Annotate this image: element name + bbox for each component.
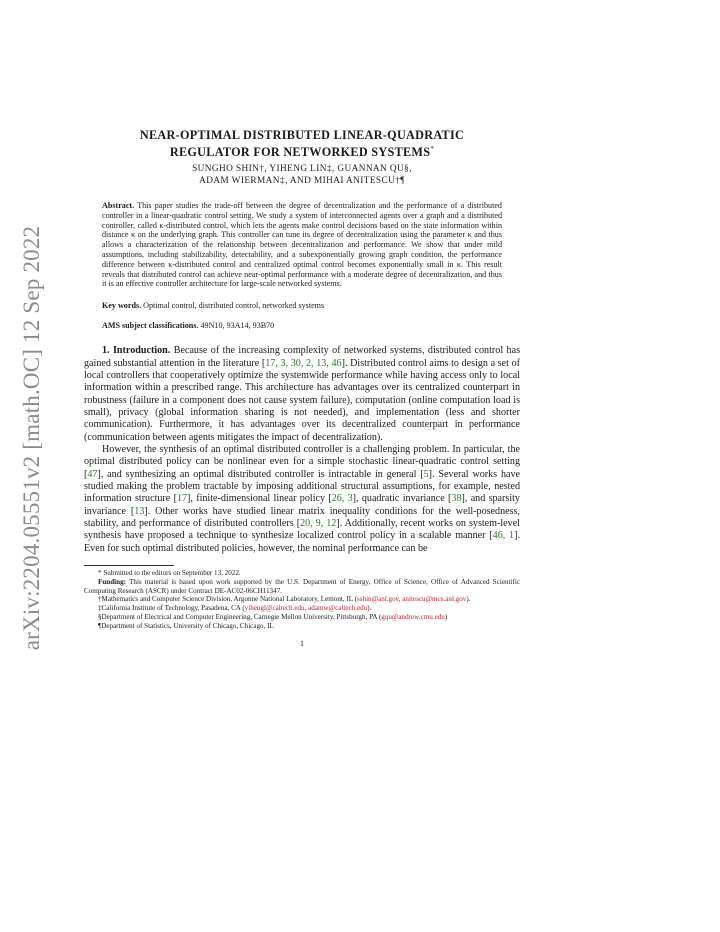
citation-link[interactable]: 20, 9, 12 [300, 518, 337, 530]
citation-link[interactable]: 26, 3 [331, 493, 353, 505]
footnote-funding: Funding: This material is based upon work supported by the U.S. Department of Energy, Office of Science, Office of Advanced Scientific Computing Research (ASCR) under Contract DE-AC02-06CH11347. [84, 577, 520, 595]
citation-link[interactable]: 17 [176, 493, 188, 505]
footnotes [84, 569, 520, 631]
arxiv-identifier-sidebar [14, 225, 50, 651]
footnote-cmu: §Department of Electrical and Computer Engineering, Carnegie Mellon University, Pittsburgh, PA (gqu@andrew.cmu.edu) [98, 613, 448, 622]
footnote-argonne: †Mathematics and Computer Science Division, Argonne National Laboratory, Lemont, IL (sshin@anl.gov, anitescu@mcs.anl.gov). [98, 595, 471, 604]
paper-page [84, 128, 520, 648]
paper-title [84, 128, 520, 159]
citation-link[interactable]: 47 [87, 468, 98, 480]
title-line-2: REGULATOR FOR NETWORKED SYSTEMS* [169, 145, 435, 160]
abstract-label: Abstract. [102, 201, 135, 211]
intro-paragraph-2: However, the synthesis of an optimal distributed controller is a challenging problem. In particular, the optimal distributed policy can be nonlinear even for a simple stochastic linear-quadratic control setting [47], and synthesizing an optimal distributed controller is intractable in general [5]. Several works have studied making the problem tractable by imposing additional structural assumptions, for example, nested information structure [17], finite-dimensional linear policy [26, 3], quadratic invariance [38], and sparsity invariance [13]. Other works have studied linear matrix inequality conditions for the well-posedness, stability, and performance of distributed controllers [20, 9, 12]. Additionally, recent works on system-level synthesis have proposed a technique to synthesize localized control policy in a scalable manner [46, 1]. Even for such optimal distributed policies, however, the nominal performance can be [84, 443, 521, 554]
title-line-1: NEAR-OPTIMAL DISTRIBUTED LINEAR-QUADRATIC [139, 128, 465, 142]
author-list [84, 163, 520, 187]
page-number: 1 [300, 638, 304, 648]
email-link[interactable]: gqu@andrew.cmu.edu [381, 613, 445, 622]
arxiv-id-text: arXiv:2204.05551v2 [math.OC] 12 Sep 2022 [19, 225, 44, 651]
email-link[interactable]: sshin@anl.gov, anitescu@mcs.anl.gov [357, 595, 467, 604]
citation-link[interactable]: 5 [423, 468, 429, 480]
abstract-text: This paper studies the trade-off between the degree of decentralization and the performance of a distributed controller in a linear-quadratic control setting. We study a system of interconnected agents over a graph and a distributed controller, called κ-distributed control, which lets the agents make control decisions based on the state information within distance κ on the underlying graph. This controller can tune its degree of decentralization using the parameter κ and thus allows a characterization of the relationship between decentralization and performance. We show that under mild assumptions, including stabilizability, detectability, and a subexponentially growing graph condition, the performance difference between κ-distributed control and centralized optimal control becomes exponentially small in κ. This result reveals that distributed control can achieve near-optimal performance with a moderate degree of decentralization, and thus it is an effective controller architecture for large-scale networked systems. [102, 201, 502, 289]
introduction-section [84, 345, 520, 555]
intro-paragraph-1: 1. Introduction. Because of the increasing complexity of networked systems, distributed control has gained substantial attention in the literature [17, 3, 30, 2, 13, 46]. Distributed control aims to design a set of local controllers that cooperatively optimize the systemwide performance while having access only to local information within a prescribed range. This architecture has advantages over its centralized counterpart in robustness (failure in a component does not cause system failure), computation (online computation load is small), privacy (global information sharing is not needed), and implementation (less and shorter communication). Furthermore, it has advantages over its decentralized counterpart in performance (communication between agents mitigates the impact of decentralization). [84, 345, 521, 443]
title-footnote-mark: * [430, 145, 435, 153]
ams-text: 49N10, 93A14, 93B70 [200, 321, 275, 331]
citation-link[interactable]: 46, 1 [492, 530, 515, 542]
keywords-label: Key words. [102, 301, 142, 311]
citation-link[interactable]: 13 [134, 505, 145, 517]
authors-line-1: SUNGHO SHIN†, YIHENG LIN‡, GUANNAN QU§, [192, 164, 412, 175]
section-heading: 1. Introduction. [102, 345, 171, 357]
footnote-uchicago: ¶Department of Statistics, University of Chicago, Chicago, IL [98, 621, 274, 630]
authors-line-2: ADAM WIERMAN‡, AND MIHAI ANITESCU†¶ [199, 176, 405, 187]
ams-classifications [102, 321, 502, 331]
footnote-caltech: ‡California Institute of Technology, Pasadena, CA (yihengl@caltech.edu, adamw@caltech.edu). [98, 604, 372, 613]
citation-link[interactable]: 38 [451, 493, 462, 505]
keywords-text: Optimal control, distributed control, networked systems [143, 301, 325, 311]
footnote-submitted: * Submitted to the editors on September 13, 2022. [98, 569, 241, 578]
keywords [102, 301, 502, 311]
email-link[interactable]: yihengl@caltech.edu, adamw@caltech.edu [244, 604, 368, 613]
footnote-rule [84, 565, 174, 566]
ams-label: AMS subject classifications. [102, 321, 199, 331]
citation-link[interactable]: 17, 3, 30, 2, 13, 46 [265, 357, 342, 369]
abstract [102, 201, 502, 289]
